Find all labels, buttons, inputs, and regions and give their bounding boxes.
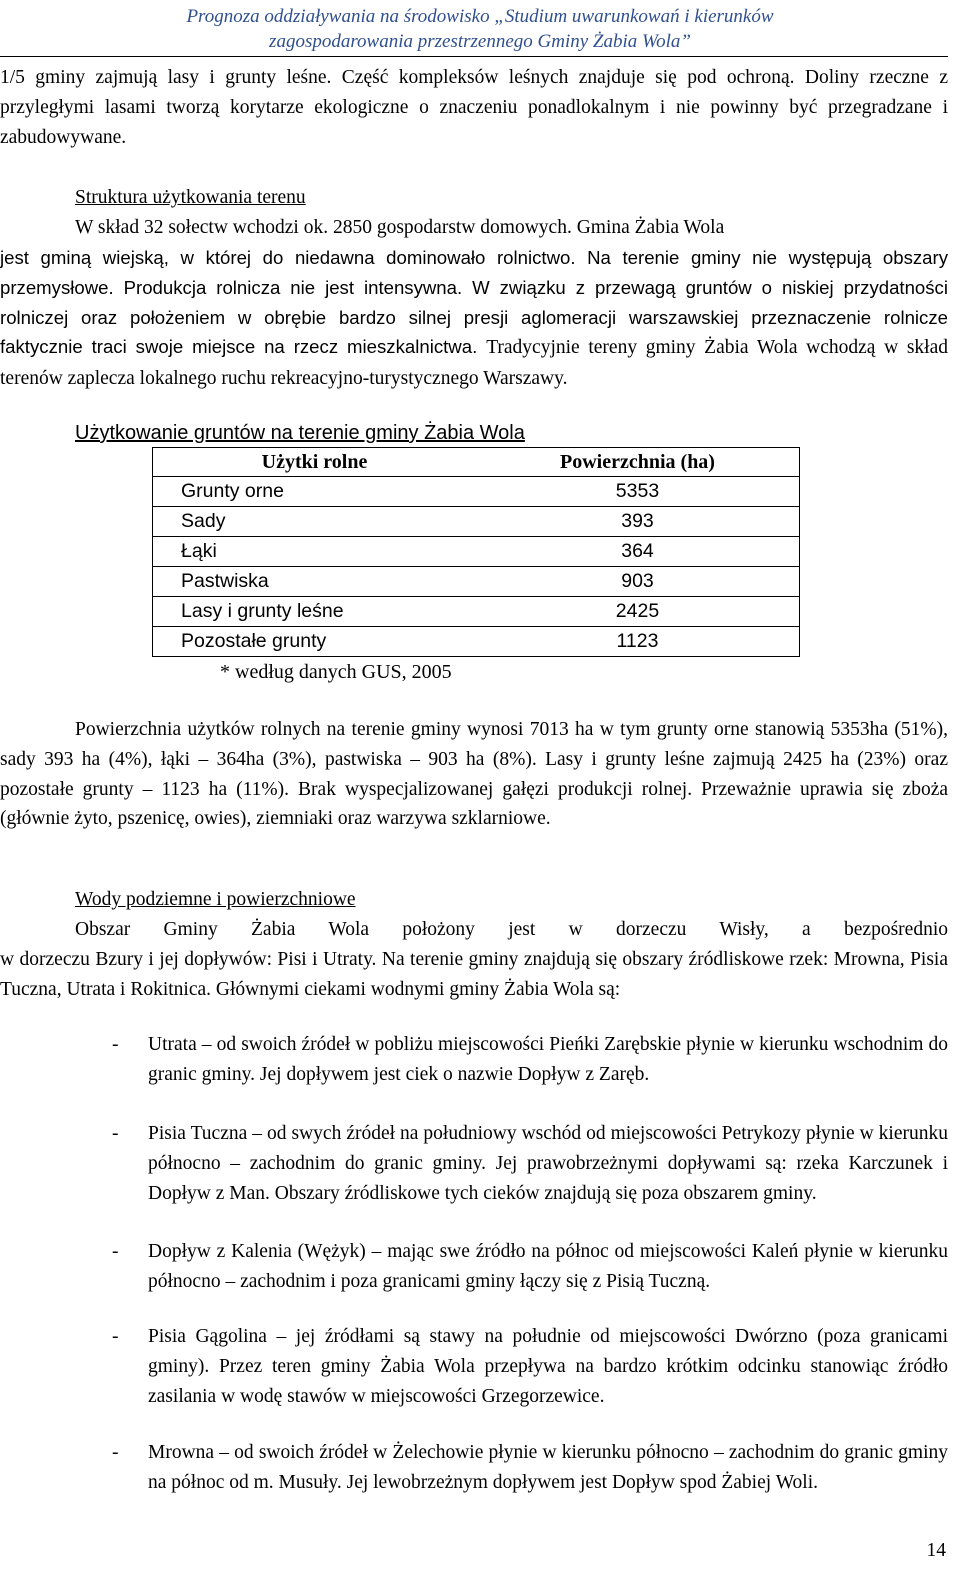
land-use-table [152,447,800,657]
list-dash: - [112,1034,119,1055]
row-name: Pozostałe grunty [153,627,477,657]
row-area: 903 [476,567,800,597]
table-row [153,627,800,657]
header-line-1: Prognoza oddziaływania na środowisko „Studium uwarunkowań i kierunków [186,6,774,27]
land-use-paragraph [0,243,948,394]
list-dash: - [112,1326,119,1347]
row-name: Lasy i grunty leśne [153,597,477,627]
summary-text: Powierzchnia użytków rolnych na terenie gminy wynosi 7013 ha w tym grunty orne stanowią 5353ha (51%), sady 393 ha (4%), łąki – 364ha (3%), pastwiska – 903 ha (8%). Lasy i grunty leśne zajmują 2425 ha (23%) oraz pozostałe grunty – 1123 ha (11%). Brak wyspecjalizowanej gałęzi produkcji rolnej. Przeważnie uprawia się zboża (głównie żyto, pszenicę, owies), ziemniaki oraz warzywa szklarniowe. [0,719,948,830]
river-description: Pisia Gągolina – jej źródłami są stawy na południe od miejscowości Dwórzno (poza granicami gminy). Przez teren gminy Żabia Wola przepływa na bardzo krótkim odcinku stanowiąc źródło zasilania w wodę stawów w miejscowości Grzegorzewice. [148,1326,948,1407]
list-dash: - [112,1123,119,1144]
row-name: Łąki [153,537,477,567]
land-use-heading: Struktura użytkowania terenu [75,187,306,208]
row-name: Pastwiska [153,567,477,597]
running-header [0,4,960,54]
page-number: 14 [926,1540,946,1561]
column-header-name: Użytki rolne [153,448,477,477]
table-header-row [153,448,800,477]
table-row [153,537,800,567]
table-title: Użytkowanie gruntów na terenie gminy Żabia Wola [75,422,525,444]
header-divider [0,56,948,57]
table-row [153,507,800,537]
header-line-2: zagospodarowania przestrzennego Gminy Żabia Wola” [269,31,691,52]
table-source-note: * według danych GUS, 2005 [220,661,452,683]
intro-paragraph: 1/5 gminy zajmują lasy i grunty leśne. Część kompleksów leśnych znajduje się pod ochroną. Doliny rzeczne z przyległymi lasami tworzą korytarze ekologiczne o znaczeniu ponadlokalnym i nie powinny być przegradzane i zabudowywane. [0,67,948,148]
water-intro-start: Obszar Gminy Żabia Wola położony jest w dorzeczu Wisły, a bezpośrednio [75,919,948,940]
row-area: 5353 [476,477,800,507]
land-use-paragraph-tradition: Tradycyjnie tereny gminy Żabia Wola wchodzą w skład terenów zaplecza lokalnego ruchu rekreacyjno-turystycznego Warszawy. [0,337,948,390]
row-name: Grunty orne [153,477,477,507]
river-description: Pisia Tuczna – od swych źródeł na południowy wschód od miejscowości Petrykozy płynie w kierunku północno – zachodnim do granic gminy. Jej prawobrzeżnymi dopływami są: rzeka Karczunek i Dopływ z Man. Obszary źródliskowe tych cieków znajdują się poza obszarem gminy. [148,1123,948,1204]
river-description: Dopływ z Kalenia (Wężyk) – mając swe źródło na północ od miejscowości Kaleń płynie w kierunku północno – zachodnim i poza granicami gminy łączy się z Pisią Tuczną. [148,1241,948,1292]
list-dash: - [112,1442,119,1463]
row-area: 364 [476,537,800,567]
table-row [153,567,800,597]
table-row [153,597,800,627]
column-header-area: Powierzchnia (ha) [476,448,800,477]
river-description: Utrata – od swoich źródeł w pobliżu miejscowości Pieńki Zarębskie płynie w kierunku wschodnim do granic gminy. Jej dopływem jest ciek o nazwie Dopływ z Zaręb. [148,1034,948,1085]
river-description: Mrowna – od swoich źródeł w Żelechowie płynie w kierunku północno – zachodnim do granic gminy na północ od m. Musuły. Jej lewobrzeżnym dopływem jest Dopływ spod Żabiej Woli. [148,1442,948,1493]
row-name: Sady [153,507,477,537]
table-row [153,477,800,507]
summary-paragraph [0,715,948,834]
water-intro-paragraph: w dorzeczu Bzury i jej dopływów: Pisi i Utraty. Na terenie gminy znajdują się obszary źródliskowe rzek: Mrowna, Pisia Tuczna, Utrata i Rokitnica. Głównymi ciekami wodnymi gminy Żabia Wola są: [0,949,948,1000]
land-use-paragraph-start: W skład 32 sołectw wchodzi ok. 2850 gospodarstw domowych. Gmina Żabia Wola [75,217,725,238]
row-area: 1123 [476,627,800,657]
list-dash: - [112,1241,119,1262]
land-use-paragraph-body: jest gminą wiejską, w której do niedawna dominowało rolnictwo. Na terenie gminy nie występują obszary przemysłowe. Produkcja rolnicza nie jest intensywna. W związku z przewagą gruntów o niskiej przydatności rolniczej oraz położeniem w obrębie bardzo silnej presji aglomeracji warszawskiej przeznaczenie rolnicze faktycznie traci swoje miejsce na rzecz mieszkalnictwa. [0,247,948,358]
row-area: 393 [476,507,800,537]
row-area: 2425 [476,597,800,627]
water-heading: Wody podziemne i powierzchniowe [75,889,356,910]
